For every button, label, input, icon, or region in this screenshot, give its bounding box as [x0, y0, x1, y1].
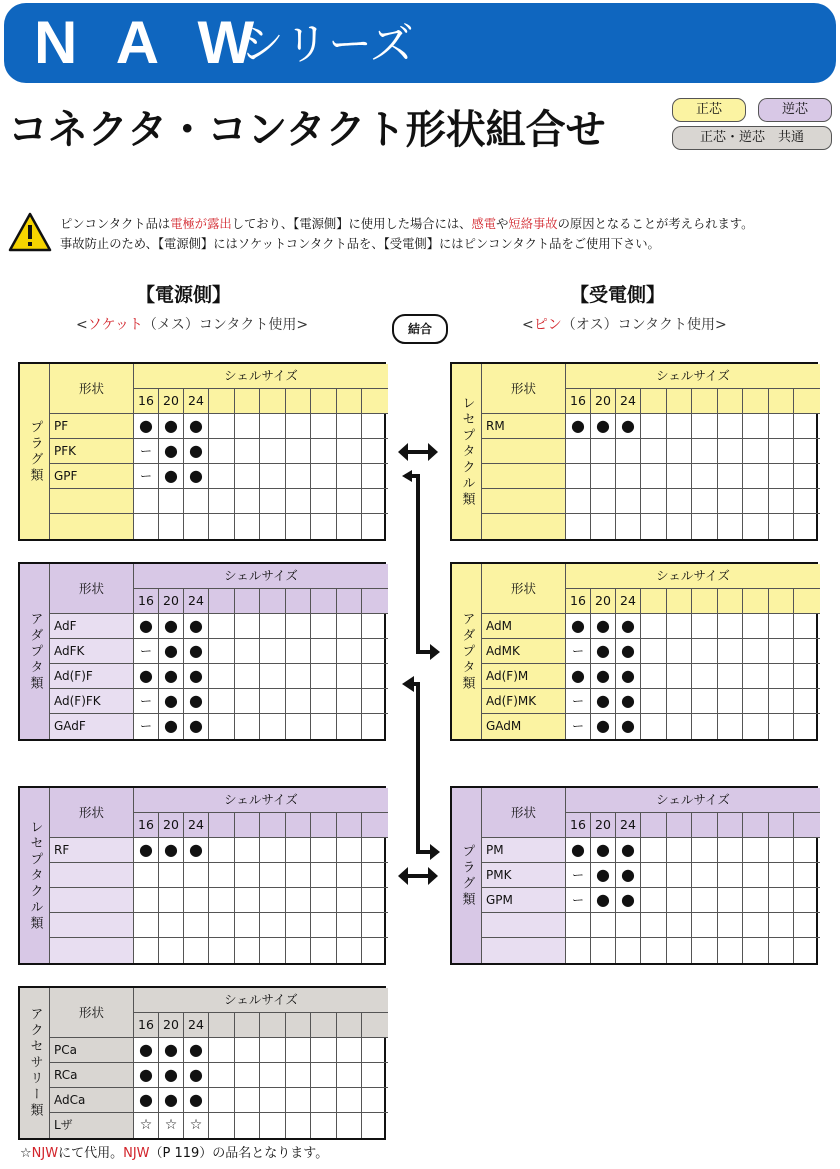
availability-cell: ● — [134, 838, 159, 863]
sub-text: < — [522, 317, 534, 333]
availability-cell: ● — [134, 1063, 159, 1088]
availability-cell: ● — [134, 614, 159, 639]
availability-cell: ● — [134, 664, 159, 689]
shape-name: RF — [50, 838, 134, 863]
sub-emphasis: ソケット — [87, 317, 143, 333]
availability-cell: ● — [159, 439, 184, 464]
availability-cell: ● — [159, 614, 184, 639]
footnote-emphasis: NJW — [31, 1146, 59, 1161]
link-line — [405, 476, 430, 652]
availability-cell: ● — [159, 1088, 184, 1113]
availability-cell: ● — [616, 888, 641, 913]
availability-cell: ● — [616, 863, 641, 888]
shell-size-label: 20 — [159, 589, 184, 614]
sub-text: （メス）コンタクト使用> — [142, 317, 309, 333]
availability-cell: ● — [184, 464, 209, 489]
shell-size-label: 24 — [184, 589, 209, 614]
shape-header: 形状 — [482, 564, 566, 614]
availability-cell: ● — [184, 1063, 209, 1088]
availability-cell: ● — [591, 863, 616, 888]
availability-cell: ● — [159, 464, 184, 489]
shell-size-label: 16 — [566, 389, 591, 414]
footnote-emphasis: NJW — [123, 1146, 150, 1161]
shell-size-label: 16 — [134, 813, 159, 838]
receive-side-title: 【受電側】 — [570, 284, 666, 306]
availability-cell: ー — [566, 639, 591, 664]
category-label: アダプタ類 — [452, 564, 482, 739]
shell-size-label: 20 — [159, 389, 184, 414]
availability-cell: ー — [134, 464, 159, 489]
shape-header: 形状 — [482, 364, 566, 414]
availability-cell: ● — [591, 414, 616, 439]
availability-cell: ● — [591, 614, 616, 639]
shape-name: PMK — [482, 863, 566, 888]
shape-name: PF — [50, 414, 134, 439]
availability-cell: ● — [184, 614, 209, 639]
shell-size-header: シェルサイズ — [566, 364, 820, 389]
shape-name: GAdF — [50, 714, 134, 739]
availability-cell: ● — [159, 838, 184, 863]
availability-cell: ☆ — [159, 1113, 184, 1138]
legend-straight: 正芯 — [672, 98, 746, 122]
join-label: 結合 — [392, 314, 448, 344]
footnote-text: （P 119）の品名となります。 — [149, 1146, 329, 1161]
notice-line-2: 事故防止のため、【電源側】にはソケットコンタクト品を、【受電側】にはピンコンタクト品をご使用下さい。 — [60, 237, 660, 251]
availability-cell: ● — [184, 664, 209, 689]
shape-name: RCa — [50, 1063, 134, 1088]
shell-size-header: シェルサイズ — [134, 364, 388, 389]
availability-cell: ● — [591, 838, 616, 863]
sub-text: （オス）コンタクト使用> — [561, 317, 727, 333]
shell-size-label: 16 — [134, 589, 159, 614]
availability-cell: ● — [134, 414, 159, 439]
shell-size-label: 24 — [184, 389, 209, 414]
availability-cell: ● — [616, 414, 641, 439]
availability-cell: ● — [184, 439, 209, 464]
availability-cell: ● — [616, 614, 641, 639]
availability-cell: ー — [134, 689, 159, 714]
shape-name: PCa — [50, 1038, 134, 1063]
shape-name: Lザ — [50, 1113, 134, 1138]
availability-cell: ● — [184, 639, 209, 664]
availability-cell: ー — [566, 689, 591, 714]
shell-size-label: 16 — [566, 813, 591, 838]
shape-name: AdFK — [50, 639, 134, 664]
category-label: アクセサリー類 — [20, 988, 50, 1138]
notice-emphasis: 感電 — [471, 217, 497, 231]
notice-text: の原因となることが考えられます。 — [557, 217, 754, 231]
availability-cell: ● — [591, 689, 616, 714]
shell-size-label: 24 — [616, 589, 641, 614]
shape-name: Ad(F)F — [50, 664, 134, 689]
notice-emphasis: 電極が露出 — [170, 217, 232, 231]
shell-size-label: 16 — [566, 589, 591, 614]
availability-cell: ☆ — [134, 1113, 159, 1138]
legend-common: 正芯・逆芯 共通 — [672, 126, 832, 150]
availability-cell: ー — [134, 714, 159, 739]
shape-header: 形状 — [50, 564, 134, 614]
power-side-title: 【電源側】 — [136, 284, 232, 306]
sub-text: < — [76, 317, 88, 333]
availability-cell: ● — [184, 1088, 209, 1113]
shell-size-label: 20 — [159, 1013, 184, 1038]
availability-cell: ● — [159, 639, 184, 664]
availability-cell: ● — [134, 1038, 159, 1063]
notice-text: しており、【電源側】に使用した場合には、 — [231, 217, 472, 231]
category-label: アダプタ類 — [20, 564, 50, 739]
shell-size-label: 24 — [184, 1013, 209, 1038]
page-title: コネクタ・コンタクト形状組合せ — [8, 107, 606, 153]
shape-header: 形状 — [50, 364, 134, 414]
category-label: プラグ類 — [20, 364, 50, 539]
availability-cell: ー — [566, 863, 591, 888]
sub-emphasis: ピン — [533, 317, 562, 333]
shell-size-label: 20 — [591, 589, 616, 614]
shape-header: 形状 — [482, 788, 566, 838]
shell-size-label: 16 — [134, 389, 159, 414]
shape-header: 形状 — [50, 988, 134, 1038]
shape-name: GPF — [50, 464, 134, 489]
availability-cell: ● — [159, 1038, 184, 1063]
shape-name: RM — [482, 414, 566, 439]
shell-size-label: 16 — [134, 1013, 159, 1038]
availability-cell: ー — [134, 439, 159, 464]
availability-cell: ● — [591, 664, 616, 689]
availability-cell: ● — [159, 664, 184, 689]
availability-cell: ● — [616, 714, 641, 739]
availability-cell: ● — [616, 689, 641, 714]
shape-name: GAdM — [482, 714, 566, 739]
availability-cell: ● — [616, 639, 641, 664]
notice-emphasis: 短絡事故 — [508, 217, 558, 231]
shell-size-label: 24 — [184, 813, 209, 838]
series-suffix: シリーズ — [240, 19, 414, 70]
shape-name: Ad(F)MK — [482, 689, 566, 714]
footnote — [20, 1142, 328, 1161]
shell-size-label: 20 — [591, 389, 616, 414]
shape-name: AdCa — [50, 1088, 134, 1113]
availability-cell: ● — [184, 838, 209, 863]
availability-cell: ● — [134, 1088, 159, 1113]
availability-cell: ● — [566, 838, 591, 863]
availability-cell: ● — [566, 414, 591, 439]
availability-cell: ー — [134, 639, 159, 664]
shape-name: Ad(F)M — [482, 664, 566, 689]
shell-size-label: 20 — [159, 813, 184, 838]
link-line — [414, 684, 430, 852]
availability-cell: ● — [159, 414, 184, 439]
shell-size-label: 20 — [591, 813, 616, 838]
availability-cell: ☆ — [184, 1113, 209, 1138]
legend-reverse: 逆芯 — [758, 98, 832, 122]
availability-cell: ● — [159, 714, 184, 739]
availability-cell: ● — [159, 1063, 184, 1088]
shape-name: AdM — [482, 614, 566, 639]
availability-cell: ● — [616, 664, 641, 689]
availability-cell: ● — [159, 689, 184, 714]
shape-name: AdMK — [482, 639, 566, 664]
shell-size-header: シェルサイズ — [134, 564, 388, 589]
availability-cell: ● — [184, 689, 209, 714]
shell-size-header: シェルサイズ — [566, 788, 820, 813]
category-label: プラグ類 — [452, 788, 482, 963]
availability-cell: ● — [184, 1038, 209, 1063]
availability-cell: ● — [566, 614, 591, 639]
availability-cell: ー — [566, 888, 591, 913]
notice-text: ピンコンタクト品は — [60, 217, 171, 231]
shape-name: Ad(F)FK — [50, 689, 134, 714]
availability-cell: ● — [566, 664, 591, 689]
availability-cell: ー — [566, 714, 591, 739]
availability-cell: ● — [591, 639, 616, 664]
shape-name: PFK — [50, 439, 134, 464]
category-label: レセプタクル類 — [20, 788, 50, 963]
shape-header: 形状 — [50, 788, 134, 838]
shell-size-header: シェルサイズ — [566, 564, 820, 589]
star-icon: ☆ — [20, 1146, 32, 1161]
category-label: レセプタクル類 — [452, 364, 482, 539]
shape-name: GPM — [482, 888, 566, 913]
shell-size-header: シェルサイズ — [134, 788, 388, 813]
notice-text: や — [496, 217, 509, 231]
shell-size-label: 24 — [616, 813, 641, 838]
series-name: N A W — [34, 9, 267, 76]
shell-size-header: シェルサイズ — [134, 988, 388, 1013]
footnote-text: にて代用。 — [58, 1146, 124, 1161]
availability-cell: ● — [616, 838, 641, 863]
shape-name: AdF — [50, 614, 134, 639]
availability-cell: ● — [591, 714, 616, 739]
shell-size-label: 24 — [616, 389, 641, 414]
shape-name: PM — [482, 838, 566, 863]
availability-cell: ● — [184, 714, 209, 739]
availability-cell: ● — [184, 414, 209, 439]
availability-cell: ● — [591, 888, 616, 913]
